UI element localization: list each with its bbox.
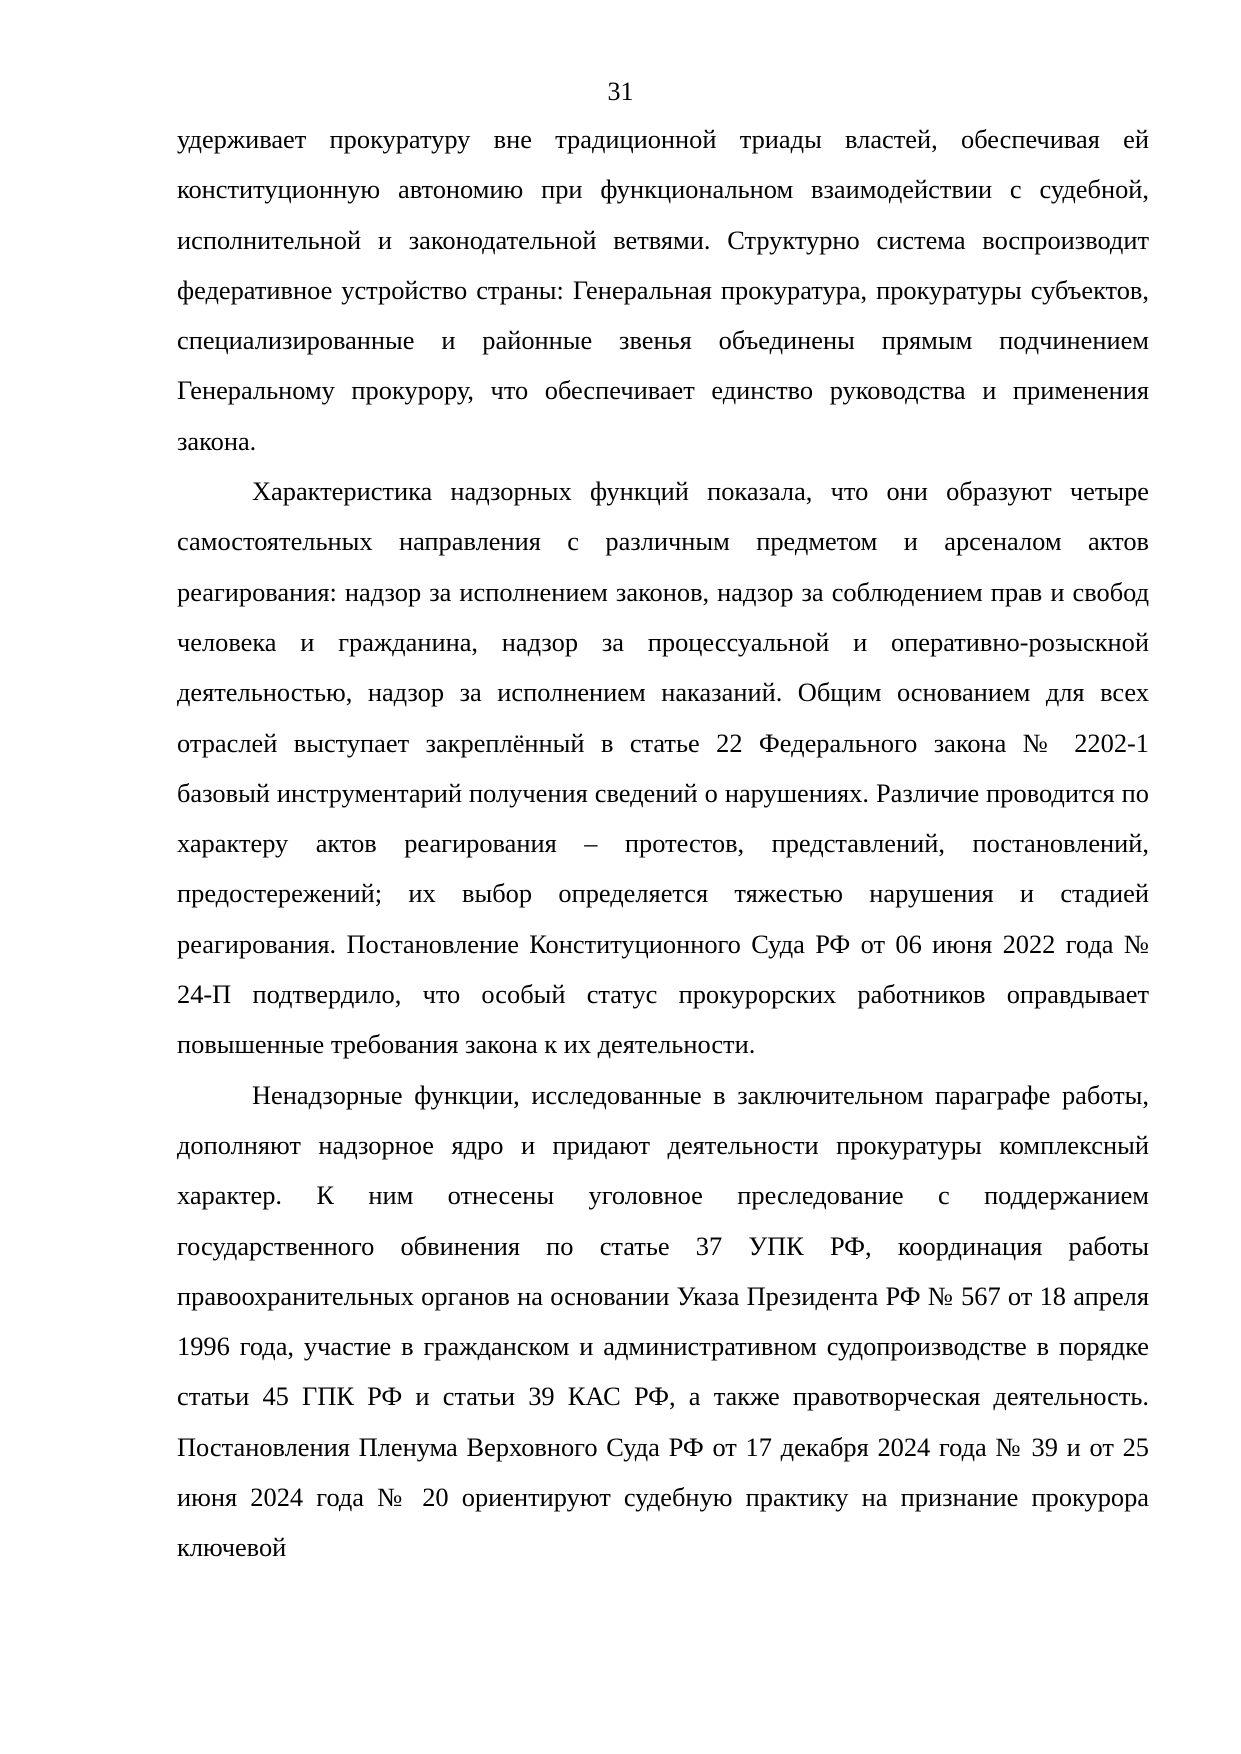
- paragraph-continuation: удерживает прокуратуру вне традиционной триады властей, обеспечивая ей конституционную автономию при функциональном взаимодействии с судебной, исполнительной и законодательной ветвями. Структурно система воспроизводит федеративное устройство страны: Генеральная прокуратура, прокуратуры субъектов, специализированные и районные звенья объединены прямым подчинением Генеральному прокурору, что обеспечивает единство руководства и применения закона.: [177, 124, 1149, 456]
- paragraph-supervisory-functions: Характеристика надзорных функций показала, что они образуют четыре самостоятельных направления с различным предметом и арсеналом актов реагирования: надзор за исполнением законов, надзор за соблюдением прав и свобод человека и гражданина, надзор за процессуальной и оперативно-розыскной деятельностью, надзор за исполнением наказаний. Общим основанием для всех отраслей выступает закреплённый в статье 22 Федерального закона № 2202-1 базовый инструментарий получения сведений о нарушениях. Различие проводится по характеру актов реагирования – протестов, представлений, постановлений, предостережений; их выбор определяется тяжестью нарушения и стадией реагирования. Постановление Конституционного Суда РФ от 06 июня 2022 года № 24-П подтвердило, что особый статус прокурорских работников оправдывает повышенные требования закона к их деятельности.: [177, 476, 1149, 1060]
- document-body: [177, 114, 1149, 1573]
- page-number: 31: [607, 77, 634, 106]
- paragraph-non-supervisory-functions: Ненадзорные функции, исследованные в заключительном параграфе работы, дополняют надзорное ядро и придают деятельности прокуратуры комплексный характер. К ним отнесены уголовное преследование с поддержанием государственного обвинения по статье 37 УПК РФ, координация работы правоохранительных органов на основании Указа Президента РФ № 567 от 18 апреля 1996 года, участие в гражданском и административном судопроизводстве в порядке статьи 45 ГПК РФ и статьи 39 КАС РФ, а также правотворческая деятельность. Постановления Пленума Верховного Суда РФ от 17 декабря 2024 года № 39 и от 25 июня 2024 года № 20 ориентируют судебную практику на признание прокурора ключевой: [177, 1079, 1149, 1563]
